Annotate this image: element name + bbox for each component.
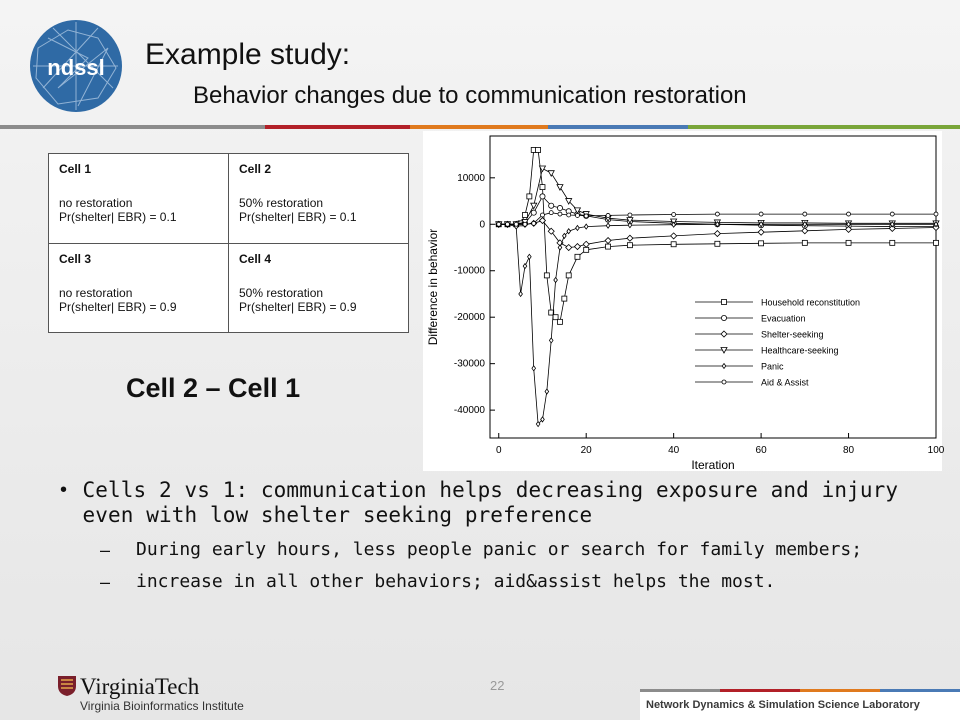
virginia-tech-shield-icon [57,675,77,697]
plot-frame [490,136,936,438]
slide-title: Example study: [145,38,351,71]
data-point [574,244,580,250]
data-point [584,247,589,252]
data-point [847,212,851,216]
data-point [715,212,719,216]
sub-bullet-text: increase in all other behaviors; aid&assist helps the most. [136,571,776,592]
cell-line: no restoration [59,196,133,210]
data-point [803,212,807,216]
data-point [562,296,567,301]
legend-label: Aid & Assist [761,377,809,388]
footer-bar-gray [640,689,720,692]
legend-marker [722,300,727,305]
data-point [606,223,610,228]
data-point [540,185,545,190]
cell-heading: Cell 2 [239,162,272,176]
slide-subtitle: Behavior changes due to communication restoration [193,82,747,109]
behavior-difference-chart [423,131,945,472]
svg-text:ndssl: ndssl [47,55,105,80]
data-point [575,254,580,259]
data-point [715,241,720,246]
legend-marker [721,331,727,337]
table-cell [49,243,229,333]
sub-bullet-text: During early hours, less people panic or search for family members; [136,539,863,560]
y-tick-label: -20000 [453,312,485,324]
data-point [545,389,549,394]
data-point [557,319,562,324]
data-point [714,231,720,237]
bullet-dot-icon: • [60,479,68,501]
data-point [584,214,588,218]
data-point [554,278,558,283]
header-divider-red [265,125,410,129]
data-point [934,240,939,245]
legend-label: Evacuation [761,313,806,324]
x-tick-label: 80 [842,445,855,456]
dash-icon: – [100,572,111,592]
data-point [759,241,764,246]
data-point [522,212,527,217]
cell-heading: Cell 4 [239,251,272,266]
data-point [558,212,562,216]
data-point [846,240,851,245]
data-point [672,213,676,217]
data-point [549,338,553,343]
cells-table [48,153,409,333]
header-divider-orange [410,125,548,129]
x-tick-label: 60 [755,445,767,456]
footer-bar-red [720,689,800,692]
data-point [566,245,572,251]
lab-name: Network Dynamics & Simulation Science Laboratory [646,699,920,711]
y-tick-label: 10000 [457,172,485,184]
header-divider-green [688,125,960,129]
cell-line: Pr(shelter| EBR) = 0.9 [239,299,357,314]
cell-heading: Cell 1 [59,162,92,176]
y-tick-label: -10000 [453,265,485,277]
data-point [536,147,541,152]
data-point [532,221,536,225]
data-point [628,213,632,217]
sub-bullet-item [100,572,920,592]
data-point [528,254,532,259]
section-title: Cell 2 – Cell 1 [126,373,301,403]
table-cell [229,243,409,333]
data-point [557,205,562,210]
bullet-list [60,478,920,592]
cell-line: Pr(shelter| EBR) = 0.1 [59,210,177,224]
page-number: 22 [490,678,505,693]
data-point [519,291,523,296]
data-point [605,238,611,244]
data-point [531,203,537,209]
data-point [583,241,589,247]
data-point [758,229,764,235]
data-point [540,213,544,217]
data-point [558,245,562,250]
data-point [627,235,633,241]
data-point [890,240,895,245]
data-point [540,194,545,199]
legend-marker [722,364,726,369]
data-point [567,213,571,217]
cell-line: no restoration [59,285,133,300]
data-point [514,222,518,226]
data-point [671,233,677,239]
data-point [584,224,588,229]
data-point [934,212,938,216]
data-point [802,240,807,245]
x-tick-label: 0 [495,445,502,456]
data-point [523,222,527,226]
data-point [671,242,676,247]
cell-line: Pr(shelter| EBR) = 0.9 [59,299,177,314]
footer-bar-blue [880,689,960,692]
cell-line: 50% restoration [239,285,324,300]
bullet-item [60,478,920,528]
legend-marker [721,315,726,320]
data-point [759,212,763,216]
legend-label: Shelter-seeking [761,329,824,340]
data-point [549,211,553,215]
x-tick-label: 100 [927,445,945,456]
sub-bullet-item [100,540,920,560]
data-point [566,273,571,278]
y-tick-label: 0 [479,219,485,231]
legend-label: Panic [761,361,784,372]
x-tick-label: 20 [580,445,592,456]
dash-icon: – [100,540,111,560]
table-cell [229,154,409,244]
data-point [802,228,808,234]
data-point [497,222,501,226]
ndssl-logo [28,18,124,114]
x-axis-label: Iteration [691,458,735,472]
data-point [549,203,554,208]
series-line [499,224,936,424]
legend-marker [722,380,726,384]
x-tick-label: 40 [668,445,680,456]
y-axis-label: Difference in behavior [426,228,440,346]
data-point [890,212,894,216]
legend-label: Healthcare-seeking [761,345,839,356]
cell-line: 50% restoration [239,196,324,210]
data-point [544,273,549,278]
data-point [531,210,536,215]
cell-heading: Cell 3 [59,251,92,266]
footer-bar-orange [800,689,880,692]
data-point [557,185,563,191]
data-point [606,244,611,249]
cell-line: Pr(shelter| EBR) = 0.1 [239,210,357,224]
y-tick-label: -40000 [453,405,485,417]
table-cell [49,154,229,244]
institution-name: VirginiaTech [80,674,200,699]
data-point [627,243,632,248]
data-point [575,213,579,217]
data-point [527,194,532,199]
data-point [548,171,554,177]
data-point [505,222,509,226]
institute-name: Virginia Bioinformatics Institute [80,699,244,713]
header-divider-gray [0,125,265,129]
data-point [532,366,536,371]
data-point [606,213,610,217]
legend-label: Household reconstitution [761,297,861,308]
bullet-text: Cells 2 vs 1: communication helps decreasing exposure and injury even with low shelter seeking preference [82,478,899,527]
y-tick-label: -30000 [453,358,485,370]
data-point [576,225,580,230]
header-divider-blue [548,125,688,129]
